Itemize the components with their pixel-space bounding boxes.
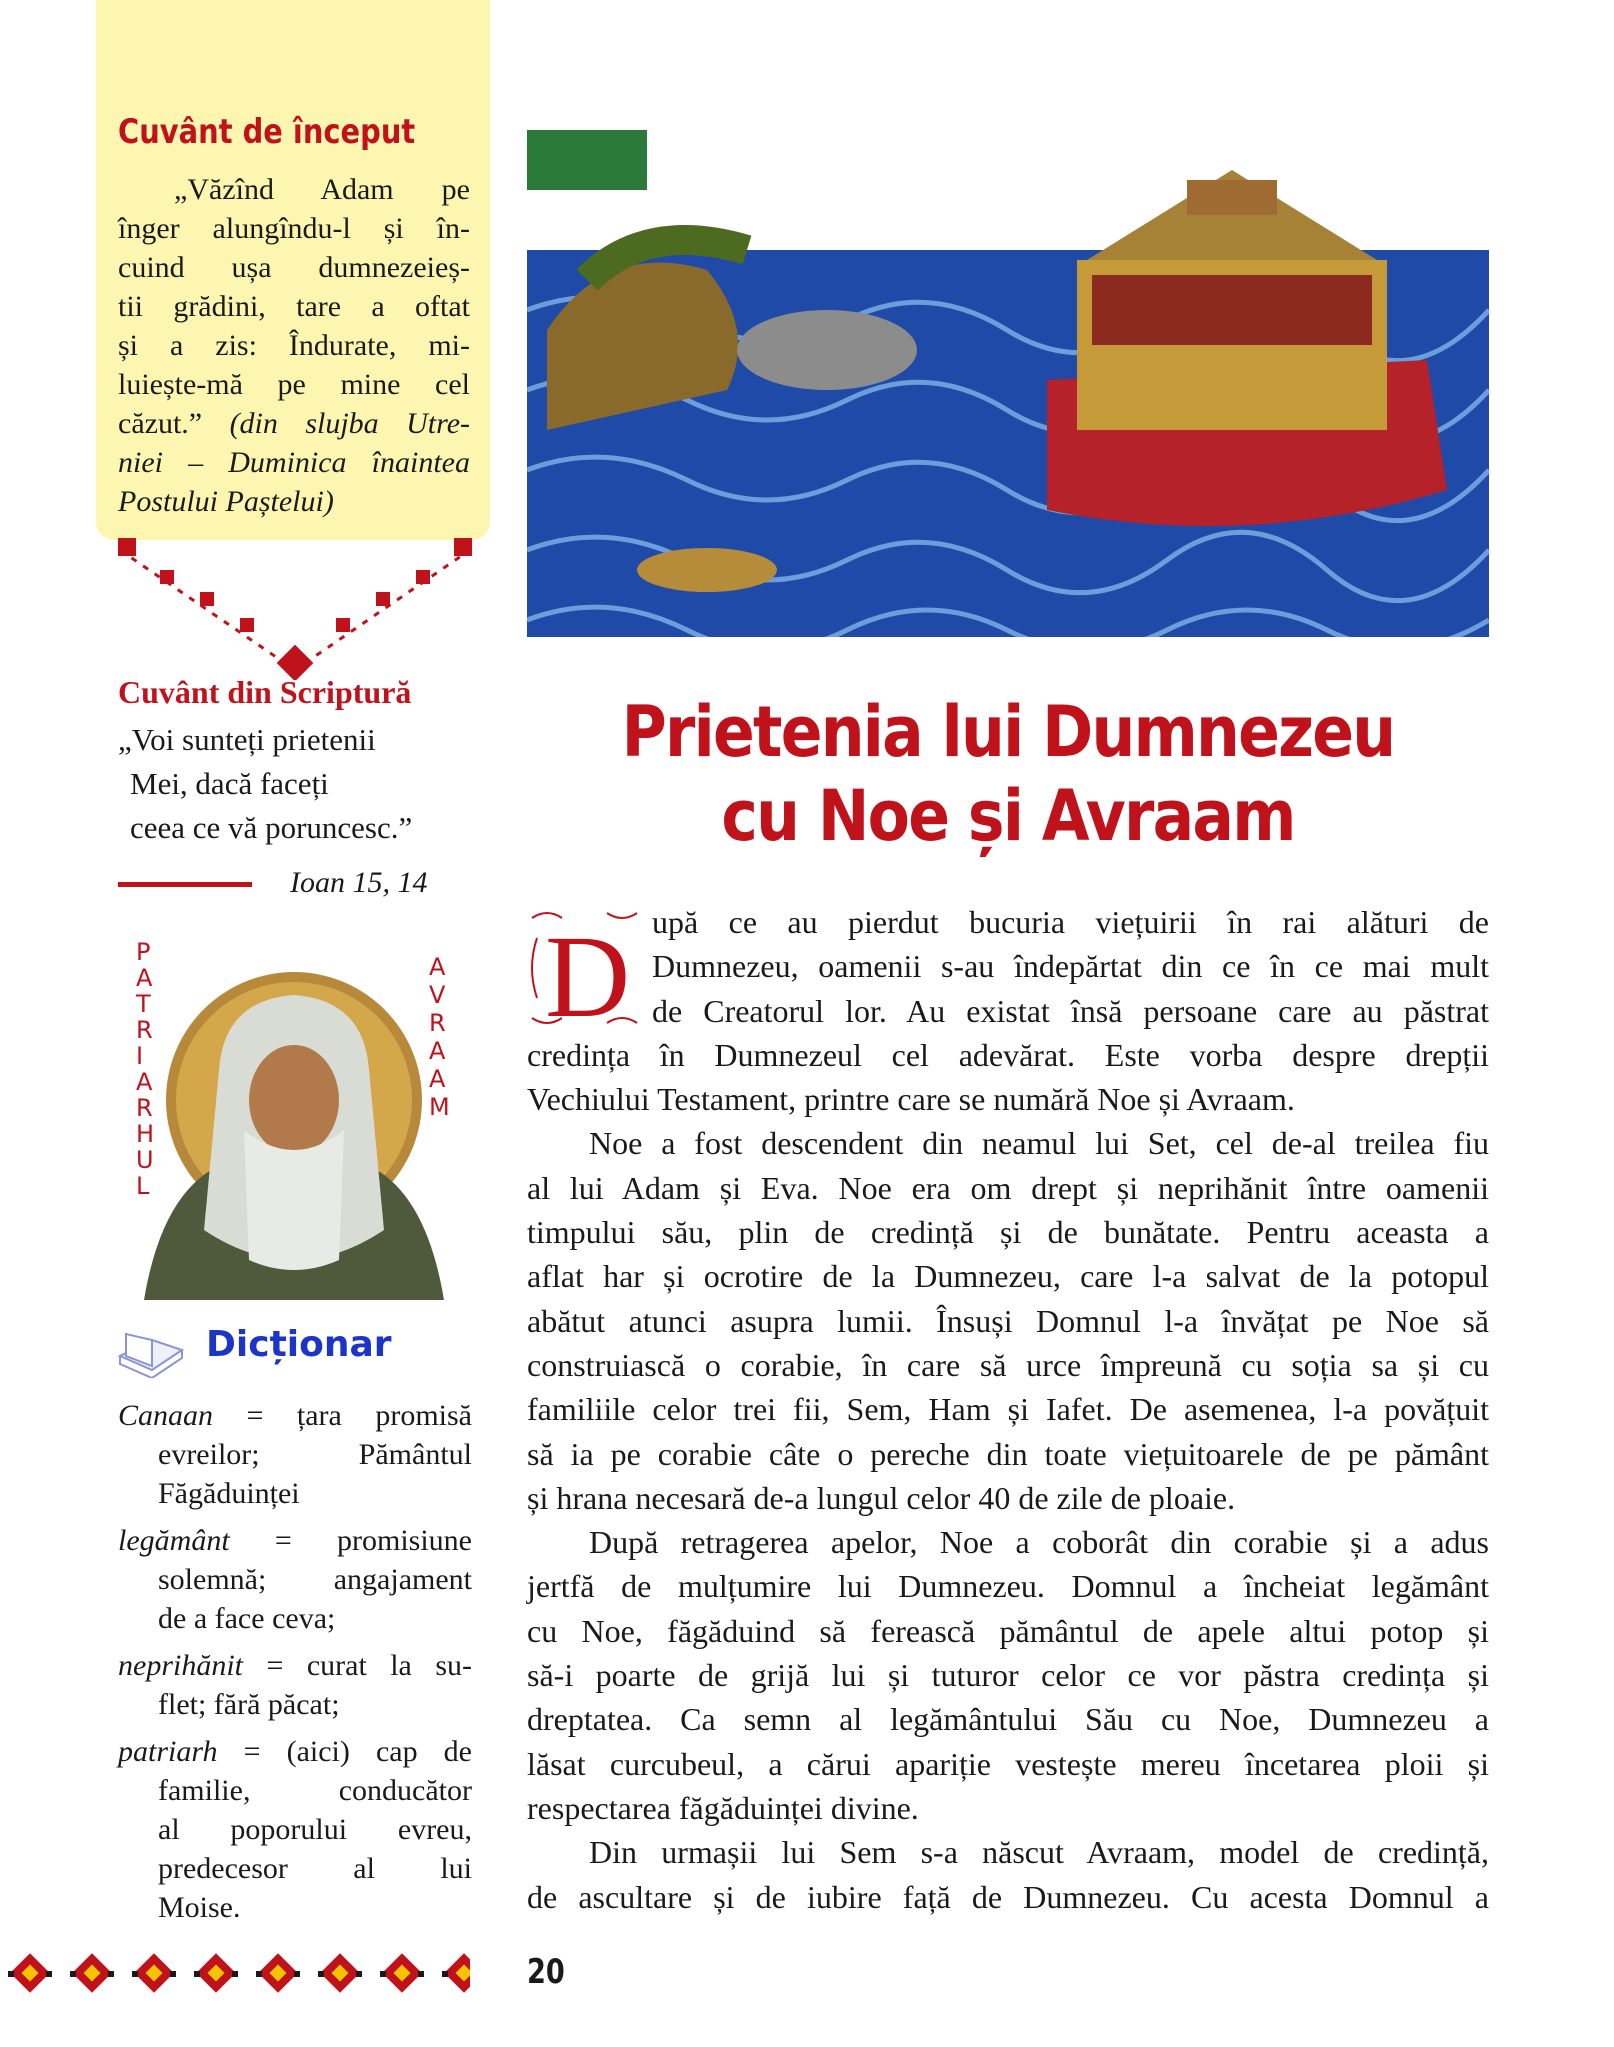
quote-line: luiește-mă pe mine cel <box>118 368 470 401</box>
dictionary-definition: = curat la su- <box>266 1649 472 1682</box>
ornament-motif <box>194 1953 238 1993</box>
folk-ornament-border <box>0 1948 470 1998</box>
dictionary-definition: predecesor al lui <box>158 1852 472 1885</box>
text-line: construiască o corabie, în care să urce împreună cu soția sa și cu <box>527 1346 1489 1383</box>
divider-line <box>118 882 252 887</box>
dictionary-definition: solemnă; angajament <box>158 1563 472 1596</box>
dictionary-entry-first-line <box>118 1521 472 1560</box>
dictionary-entry <box>118 1521 472 1638</box>
dictionary-definition: Moise. <box>158 1891 241 1924</box>
text-line: dreptatea. Ca semn al legământului Său cu Noe, Dumnezeu a <box>527 1701 1489 1738</box>
text-line: Dumnezeu, oamenii s-au îndepărtat din ce în ce mai mult <box>652 948 1489 985</box>
text-line: lăsat curcubeul, a cărui apariție vestește mereu încetarea ploii și <box>527 1745 1489 1782</box>
text-line: familiile celor trei fii, Sem, Ham și Iafet. De asemenea, l-a povățuit <box>527 1391 1489 1428</box>
page-number: 20 <box>527 1952 565 1992</box>
opening-quote <box>118 170 470 521</box>
text-line: să ia pe corabie câte o pereche din toate viețuitoarele de pe pământ <box>527 1435 1489 1472</box>
dictionary-list <box>118 1396 472 1935</box>
dictionary-entry <box>118 1646 472 1724</box>
text-line: jertfă de mulțumire lui Dumnezeu. Domnul a încheiat legământ <box>527 1568 1489 1605</box>
dictionary-entry-first-line <box>118 1732 472 1771</box>
text-line: al lui Adam și Eva. Noe era om drept și neprihănit între oamenii <box>527 1169 1489 1206</box>
paragraph <box>527 900 1489 1121</box>
quote-line: și a zis: Îndurate, mi- <box>118 329 470 362</box>
ornament-motif <box>132 1953 176 1993</box>
dictionary-definition: evreilor; Pământul <box>158 1438 472 1471</box>
text-line: să-i poarte de grijă lui și tuturor celor ce vor păstra credința și <box>527 1657 1489 1694</box>
quote-source: (din slujba Utre- <box>229 407 470 440</box>
abraham-icon-image <box>124 930 464 1300</box>
text-line: de ascultare și de iubire față de Dumnezeu. Cu acesta Domnul a <box>527 1878 1489 1915</box>
text-line: timpului său, plin de credință și de bunătate. Pentru aceasta a <box>527 1214 1489 1251</box>
text-line: După retragerea apelor, Noe a coborât din corabie și a adus <box>589 1524 1489 1561</box>
text-line: aflat har și ocrotire de la Dumnezeu, care l-a salvat de la potopul <box>527 1258 1489 1295</box>
dictionary-definition: = promisiune <box>274 1524 472 1557</box>
ornament-motif <box>442 1953 470 1993</box>
icon-inscription-right: A V R A A M <box>429 953 450 1121</box>
quote-line: înger alungîndu-l și în- <box>118 212 470 245</box>
title-line: cu Noe și Avraam <box>721 775 1295 857</box>
paragraph <box>527 1121 1489 1520</box>
dictionary-definition: de a face ceva; <box>158 1602 336 1635</box>
dictionary-definition: = țara promisă <box>246 1399 472 1432</box>
scripture-line: „Voi sunteți prietenii <box>118 722 376 757</box>
text-line: Noe a fost descendent din neamul lui Set, cel de-al treilea fiu <box>589 1125 1489 1162</box>
text-line: respectarea făgăduinței divine. <box>527 1789 919 1826</box>
dictionary-term: Canaan <box>118 1399 214 1432</box>
noah-ark-illustration <box>527 130 1489 637</box>
folk-ornament-divider <box>110 530 480 680</box>
dictionary-definition: flet; fără păcat; <box>158 1688 340 1721</box>
quote-source: niei – Duminica înaintea <box>118 446 470 479</box>
scripture-line: Mei, dacă faceți <box>130 766 329 801</box>
dictionary-term: legământ <box>118 1524 230 1557</box>
text-line: cu Noe, făgăduind să ferească pământul de apele altui potop și <box>527 1612 1489 1649</box>
quote-line: cuind ușa dumnezeieș- <box>118 251 470 284</box>
scripture-heading: Cuvânt din Scriptură <box>118 674 412 710</box>
text-line: credința în Dumnezeul cel adevărat. Este vorba despre drepții <box>527 1036 1489 1073</box>
article-body <box>527 900 1489 1919</box>
ornament-motif <box>8 1953 52 1993</box>
text-line: și hrana necesară de-a lungul celor 40 de zile de ploaie. <box>527 1479 1236 1516</box>
dictionary-entry <box>118 1732 472 1927</box>
open-book-icon <box>116 1326 186 1378</box>
dictionary-definition: al poporului evreu, <box>158 1813 472 1846</box>
quote-text: căzut.” <box>118 407 203 440</box>
dropcap-letter: D <box>545 911 631 1028</box>
opening-heading: Cuvânt de început <box>118 112 416 152</box>
ornament-motif <box>70 1953 114 1993</box>
dictionary-heading: Dicționar <box>206 1324 392 1365</box>
text-line: Din urmașii lui Sem s-a născut Avraam, model de credință, <box>589 1834 1489 1871</box>
dictionary-definition: Făgăduinței <box>158 1477 300 1510</box>
dictionary-term: neprihănit <box>118 1649 243 1682</box>
dictionary-entry-first-line <box>118 1646 472 1685</box>
text-line: upă ce au pierdut bucuria viețuirii în rai alături de <box>652 904 1489 940</box>
dictionary-definition: = (aici) cap de <box>243 1735 472 1768</box>
title-line: Prietenia lui Dumnezeu <box>621 691 1395 773</box>
text-line: Vechiului Testament, printre care se numără Noe și Avraam. <box>527 1081 1295 1118</box>
scripture-reference: Ioan 15, 14 <box>290 866 428 899</box>
scripture-line: ceea ce vă poruncesc.” <box>130 810 413 845</box>
dictionary-entry-first-line <box>118 1396 472 1435</box>
paragraph <box>527 1520 1489 1830</box>
quote-source: Postului Paștelui) <box>118 485 334 518</box>
dictionary-entry <box>118 1396 472 1513</box>
quote-line: „Văzînd Adam pe <box>174 173 470 206</box>
paragraph <box>527 1830 1489 1919</box>
ornament-motif <box>318 1953 362 1993</box>
dictionary-definition: familie, conducător <box>158 1774 472 1807</box>
text-line: abătut atunci asupra lumii. Însuși Domnul l-a învățat pe Noe să <box>527 1302 1489 1339</box>
page-title <box>527 690 1489 858</box>
quote-line <box>118 404 470 443</box>
dictionary-term: patriarh <box>118 1735 218 1768</box>
icon-inscription-left: P A T R I A R H U L <box>136 938 155 1200</box>
scripture-quote <box>118 718 412 850</box>
text-line: de Creatorul lor. Au existat însă persoane care au păstrat <box>652 992 1489 1029</box>
quote-line: tii grădini, tare a oftat <box>118 290 470 323</box>
ornament-motif <box>380 1953 424 1993</box>
ornament-motif <box>256 1953 300 1993</box>
